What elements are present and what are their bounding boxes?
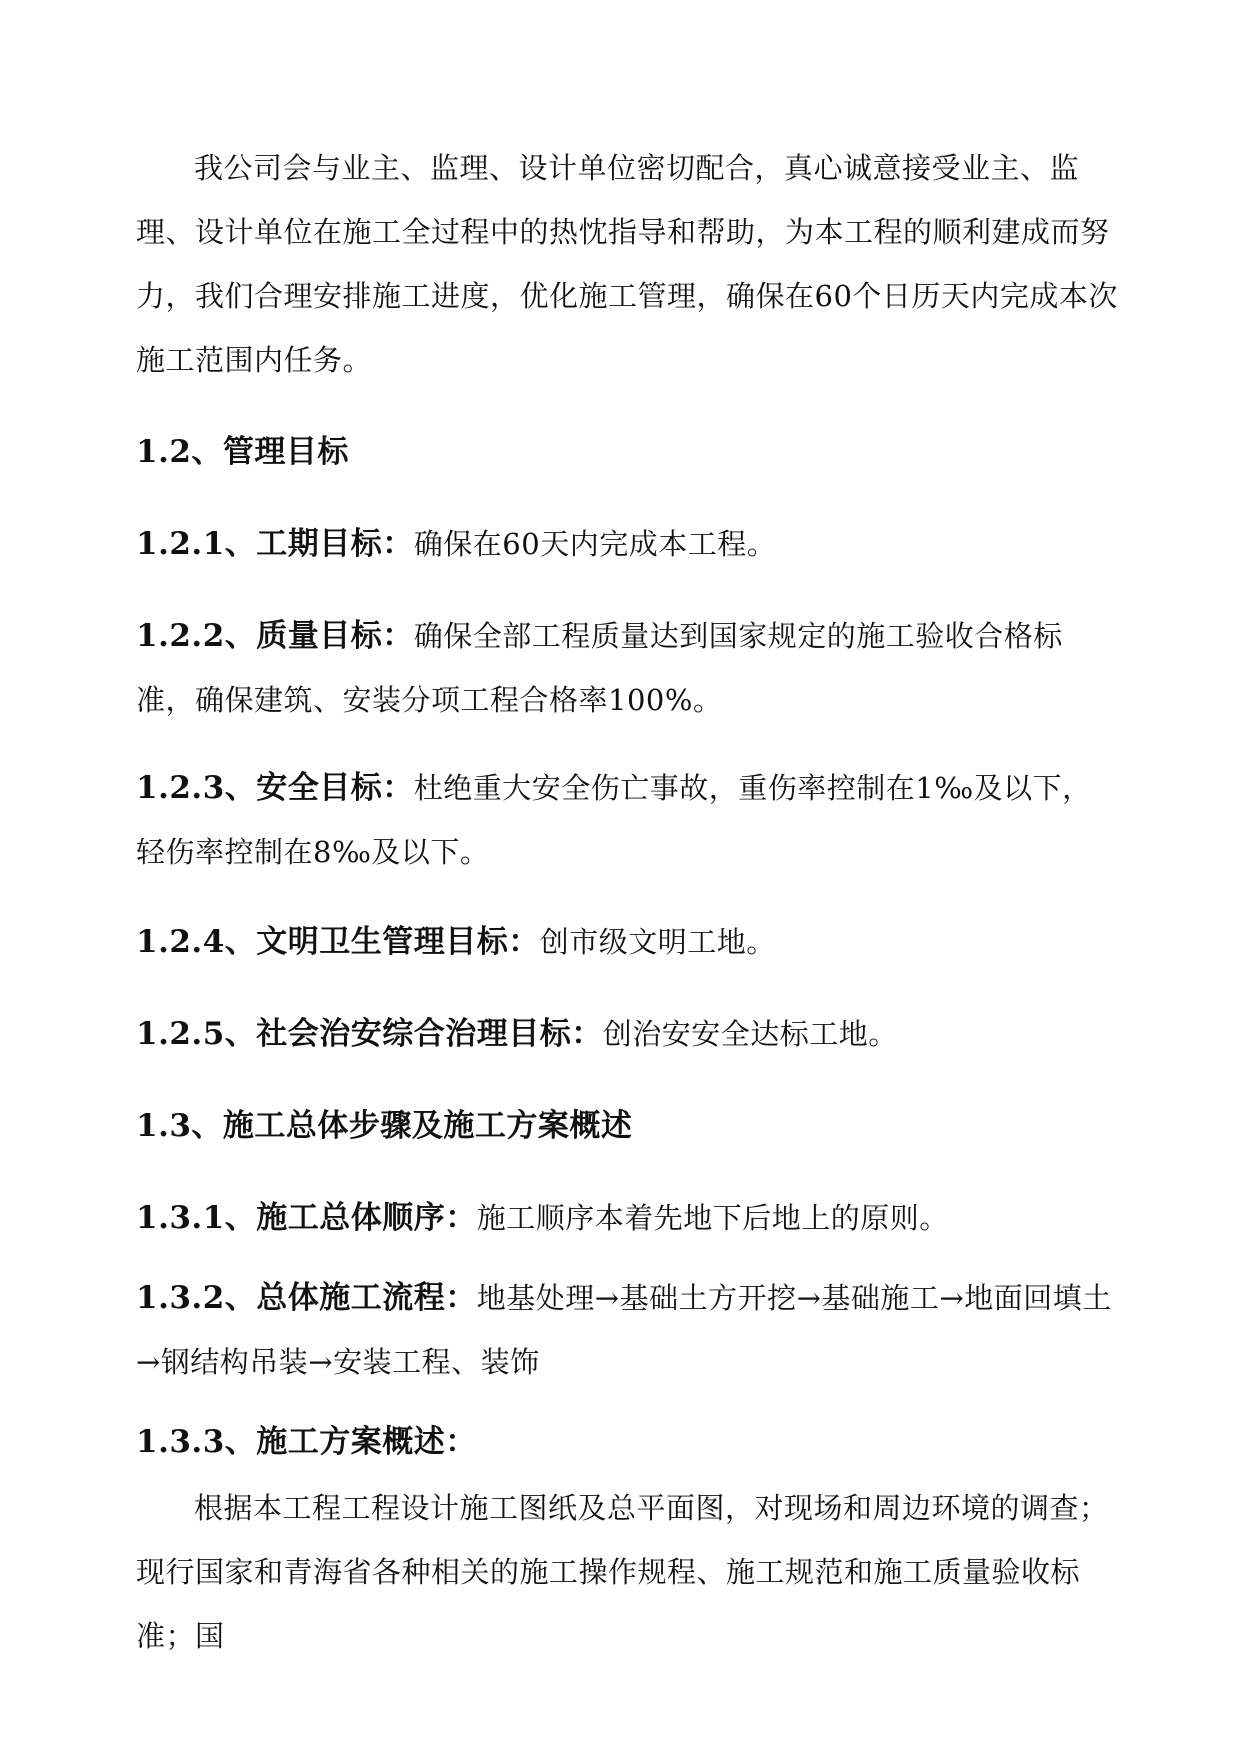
item-1-3-2-label: 1.3.2、总体施工流程： <box>136 1280 477 1316</box>
item-1-3-3 <box>136 1410 1121 1474</box>
item-1-3-3-label: 1.3.3、施工方案概述： <box>136 1424 477 1460</box>
item-1-2-4-text: 创市级文明工地。 <box>539 925 776 959</box>
item-1-2-2-text: 确保全部工程质量达到国家规定的施工验收合格标准，确保建筑、安装分项工程合格率100%。 <box>136 619 1063 717</box>
item-1-3-1-label: 1.3.1、施工总体顺序： <box>136 1200 477 1236</box>
item-1-2-2 <box>136 604 1121 732</box>
closing-paragraph: 根据本工程工程设计施工图纸及总平面图，对现场和周边环境的调查；现行国家和青海省各种相关的施工操作规程、施工规范和施工质量验收标准；国 <box>136 1491 1109 1653</box>
item-1-2-4-label: 1.2.4、文明卫生管理目标： <box>136 924 540 960</box>
item-1-3-1 <box>136 1186 1121 1250</box>
item-1-2-4 <box>136 910 1121 974</box>
item-1-3-2 <box>136 1266 1121 1394</box>
item-1-2-5 <box>136 1002 1121 1066</box>
intro-paragraph: 我公司会与业主、监理、设计单位密切配合，真心诚意接受业主、监理、设计单位在施工全过程中的热忱指导和帮助，为本工程的顺利建成而努力，我们合理安排施工进度，优化施工管理，确保在60个日历天内完成本次施工范围内任务。 <box>136 151 1118 377</box>
item-1-2-1-text: 确保在60天内完成本工程。 <box>413 527 777 561</box>
item-1-2-1-label: 1.2.1、工期目标： <box>136 526 414 562</box>
item-1-2-5-text: 创治安安全达标工地。 <box>602 1017 898 1051</box>
item-1-2-3-label: 1.2.3、安全目标： <box>136 770 414 806</box>
item-1-2-5-label: 1.2.5、社会治安综合治理目标： <box>136 1016 603 1052</box>
item-1-2-2-label: 1.2.2、质量目标： <box>136 618 414 654</box>
section-heading-1-2: 1.2、管理目标 <box>136 434 349 470</box>
section-heading-1-3: 1.3、施工总体步骤及施工方案概述 <box>136 1108 633 1144</box>
item-1-2-3-text: 杜绝重大安全伤亡事故，重伤率控制在1‰及以下，轻伤率控制在8‰及以下。 <box>136 771 1092 869</box>
item-1-3-1-text: 施工顺序本着先地下后地上的原则。 <box>476 1201 949 1235</box>
item-1-3-2-text: 地基处理→基础土方开挖→基础施工→地面回填土→钢结构吊装→安装工程、装饰 <box>136 1281 1112 1379</box>
item-1-2-3 <box>136 756 1121 884</box>
item-1-2-1 <box>136 512 1121 576</box>
